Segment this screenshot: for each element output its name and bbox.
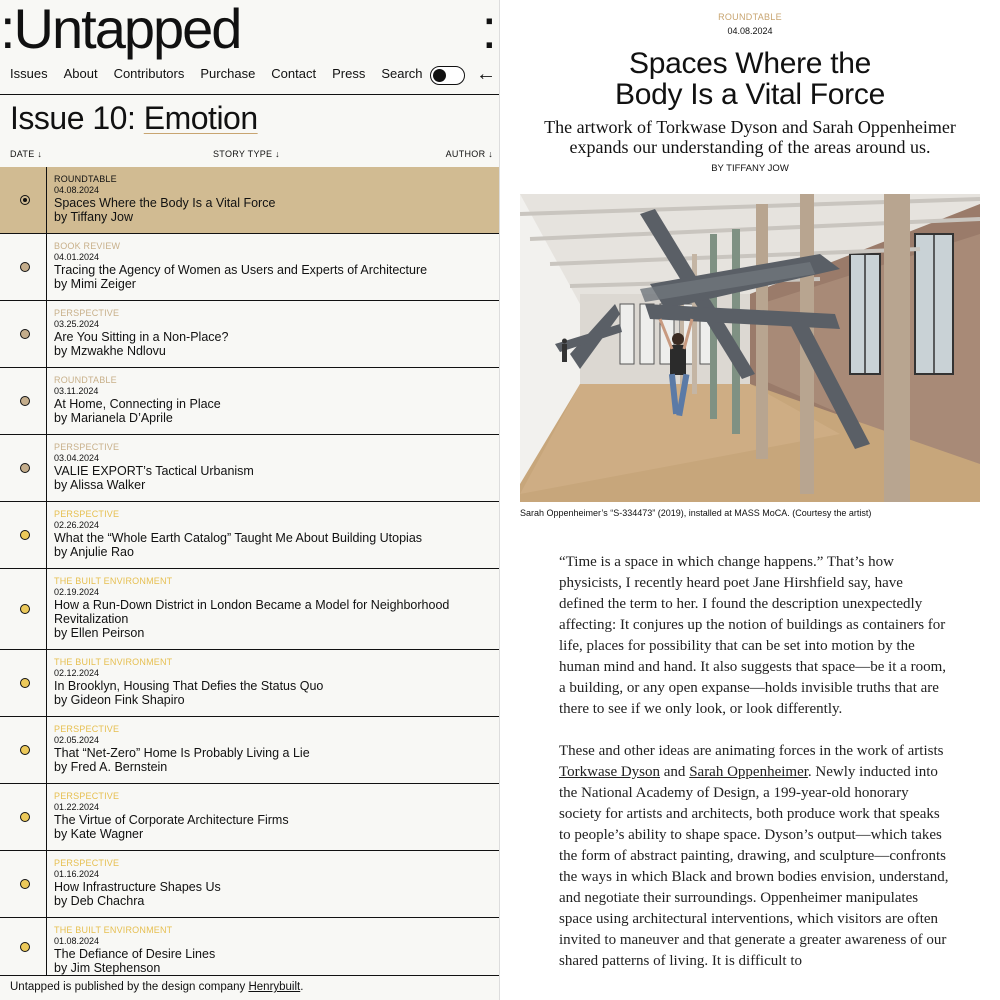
issue-prefix: Issue 10: (10, 100, 144, 136)
story-row[interactable] (0, 717, 500, 784)
story-text (54, 657, 490, 707)
story-dot-icon (20, 396, 30, 406)
story-type: PERSPECTIVE (54, 442, 120, 452)
footer-end: . (300, 981, 304, 993)
story-marker-cell (0, 569, 47, 649)
divider (0, 94, 500, 95)
story-date: 02.05.2024 (54, 735, 100, 745)
paragraph: “Time is a space in which change happens.” That’s how physicists, I recently heard poet Jane Hirshfield say, have defined the term to her. I found the description unexpectedly affecting: It conjures up the notion of buildings as containers for life, places for possibility that can be set into motion by the human mind and hand. It also suggests that space—be it a room, a building, or any open expanse—holds invisible truths that are there to see if we only look, or look differently. (559, 554, 947, 717)
story-text (54, 308, 490, 358)
story-marker-cell (0, 167, 47, 233)
story-text (54, 442, 490, 492)
story-row[interactable] (0, 435, 500, 502)
nav-contributors[interactable]: Contributors (113, 66, 185, 81)
story-dot-icon (20, 812, 30, 822)
story-date: 01.22.2024 (54, 802, 100, 812)
site-logo[interactable]: :Untapped (0, 0, 241, 60)
back-arrow-icon[interactable]: ← (476, 63, 496, 85)
story-row[interactable] (0, 167, 500, 234)
story-title: The Defiance of Desire Lines (54, 947, 216, 961)
article-title (560, 48, 940, 110)
sort-story-type[interactable]: STORY TYPE ↓ (213, 149, 280, 159)
story-text (54, 375, 490, 425)
story-author: by Mimi Zeiger (54, 277, 136, 291)
title-line: Spaces Where the (629, 47, 871, 80)
story-dot-icon (20, 463, 30, 473)
story-marker-cell (0, 502, 47, 568)
story-row[interactable] (0, 650, 500, 717)
story-text (54, 724, 490, 774)
story-marker-cell (0, 717, 47, 783)
story-row[interactable] (0, 918, 500, 978)
text: These and other ideas are animating forces in the work of artists (559, 743, 944, 759)
story-row[interactable] (0, 502, 500, 569)
story-date: 04.01.2024 (54, 252, 100, 262)
story-title: Tracing the Agency of Women as Users and Experts of Architecture (54, 263, 428, 277)
nav-contact[interactable]: Contact (271, 66, 317, 81)
story-text (54, 791, 490, 841)
photo-caption: Sarah Oppenheimer’s “S-334473” (2019), installed at MASS MoCA. (Courtesy the artist) (520, 508, 872, 518)
story-author: by Deb Chachra (54, 894, 145, 908)
story-marker-cell (0, 784, 47, 850)
story-type: THE BUILT ENVIRONMENT (54, 925, 173, 935)
story-author: by Marianela D’Aprile (54, 411, 173, 425)
installation-photo (520, 194, 980, 502)
story-text (54, 925, 490, 975)
story-type: PERSPECTIVE (54, 791, 120, 801)
story-dot-icon (20, 745, 30, 755)
story-row[interactable] (0, 569, 500, 650)
footer (0, 975, 500, 1000)
story-row[interactable] (0, 851, 500, 918)
story-dot-icon (20, 678, 30, 688)
story-author: by Jim Stephenson (54, 961, 161, 975)
story-text (54, 509, 490, 559)
story-type: ROUNDTABLE (54, 375, 117, 385)
story-type: ROUNDTABLE (54, 174, 117, 184)
story-date: 02.26.2024 (54, 520, 100, 530)
story-author: by Tiffany Jow (54, 210, 133, 224)
article-photo (520, 194, 980, 502)
story-marker-cell (0, 918, 47, 977)
story-type: PERSPECTIVE (54, 509, 120, 519)
footer-text: Untapped is published by the design company (10, 981, 249, 993)
paragraph (559, 741, 949, 972)
story-marker-cell (0, 234, 47, 300)
story-date: 01.08.2024 (54, 936, 100, 946)
story-author: by Mzwakhe Ndlovu (54, 344, 166, 358)
nav-press[interactable]: Press (332, 66, 366, 81)
torkwase-dyson-link[interactable]: Torkwase Dyson (559, 764, 661, 780)
story-date: 02.19.2024 (54, 587, 100, 597)
article-type[interactable]: ROUNDTABLE (718, 12, 782, 22)
theme-toggle[interactable] (430, 66, 465, 85)
nav-search[interactable]: Search (381, 66, 423, 81)
story-dot-icon (20, 195, 30, 205)
henrybuilt-link[interactable]: Henrybuilt (248, 981, 301, 993)
story-date: 02.12.2024 (54, 668, 100, 678)
article-body (559, 552, 949, 993)
story-text (54, 576, 490, 640)
story-dot-icon (20, 879, 30, 889)
story-author: by Ellen Peirson (54, 626, 145, 640)
nav-about[interactable]: About (63, 66, 98, 81)
issue-title (10, 100, 258, 137)
story-dot-icon (20, 262, 30, 272)
story-type: THE BUILT ENVIRONMENT (54, 576, 173, 586)
story-marker-cell (0, 301, 47, 367)
story-dot-icon (20, 329, 30, 339)
story-title: How a Run-Down District in London Became a Model for Neighborhood Revitalization (54, 598, 450, 626)
story-dot-icon (20, 942, 30, 952)
story-title: How Infrastructure Shapes Us (54, 880, 221, 894)
story-marker-cell (0, 851, 47, 917)
nav-purchase[interactable]: Purchase (200, 66, 256, 81)
article-byline[interactable]: BY TIFFANY JOW (711, 163, 789, 174)
toggle-knob (433, 69, 446, 82)
story-marker-cell (0, 368, 47, 434)
text: and (660, 764, 690, 780)
story-row[interactable] (0, 784, 500, 851)
story-type: PERSPECTIVE (54, 308, 120, 318)
story-dot-icon (20, 530, 30, 540)
story-text (54, 858, 490, 908)
story-marker-cell (0, 650, 47, 716)
main-nav (10, 66, 439, 81)
story-row[interactable] (0, 368, 500, 435)
logo-colon: : (481, 0, 497, 60)
story-author: by Kate Wagner (54, 827, 144, 841)
story-date: 04.08.2024 (54, 185, 100, 195)
story-type: THE BUILT ENVIRONMENT (54, 657, 173, 667)
story-title: VALIE EXPORT’s Tactical Urbanism (54, 464, 254, 478)
story-title: That “Net-Zero” Home Is Probably Living a Lie (54, 746, 310, 760)
story-row[interactable] (0, 301, 500, 368)
story-author: by Anjulie Rao (54, 545, 134, 559)
story-title: In Brooklyn, Housing That Defies the Status Quo (54, 679, 324, 693)
story-title: At Home, Connecting in Place (54, 397, 221, 411)
story-marker-cell (0, 435, 47, 501)
issue-theme: Emotion (143, 100, 258, 136)
title-line: Body Is a Vital Force (615, 78, 885, 111)
story-type: BOOK REVIEW (54, 241, 121, 251)
story-author: by Alissa Walker (54, 478, 146, 492)
sort-date[interactable]: DATE ↓ (10, 149, 43, 159)
article-subtitle: The artwork of Torkwase Dyson and Sarah Oppenheimer expands our understanding of the areas around us. (544, 117, 956, 157)
story-author: by Fred A. Bernstein (54, 760, 168, 774)
text: . Newly inducted into the National Academy of Design, a 199-year-old honorary society for artists and architects, both produce work that speaks to people’s ability to shape space. Dyson’s output—which takes the form of abstract painting, drawing, and sculpture—confronts the ways in which Black and brown bodies envision, understand, and negotiate their surroundings. Oppenheimer manipulates space using architectural interventions, which visitors are often invited to maneuver and that generate a greater awareness of our shared patterns of living. It is difficult to (559, 764, 949, 969)
story-text (54, 241, 490, 291)
sarah-oppenheimer-link[interactable]: Sarah Oppenheimer (689, 764, 808, 780)
article-date: 04.08.2024 (727, 26, 773, 36)
story-title: Are You Sitting in a Non-Place? (54, 330, 229, 344)
story-type: PERSPECTIVE (54, 724, 120, 734)
story-dot-icon (20, 604, 30, 614)
story-author: by Gideon Fink Shapiro (54, 693, 185, 707)
story-date: 01.16.2024 (54, 869, 100, 879)
nav-issues[interactable]: Issues (10, 66, 48, 81)
story-date: 03.04.2024 (54, 453, 100, 463)
story-row[interactable] (0, 234, 500, 301)
story-title: What the “Whole Earth Catalog” Taught Me About Building Utopias (54, 531, 423, 545)
story-title: Spaces Where the Body Is a Vital Force (54, 196, 276, 210)
story-date: 03.25.2024 (54, 319, 100, 329)
article-panel (500, 0, 1000, 1000)
story-text (54, 174, 490, 224)
sort-author[interactable]: AUTHOR ↓ (445, 149, 493, 159)
story-title: The Virtue of Corporate Architecture Firms (54, 813, 289, 827)
story-date: 03.11.2024 (54, 386, 99, 396)
story-type: PERSPECTIVE (54, 858, 120, 868)
